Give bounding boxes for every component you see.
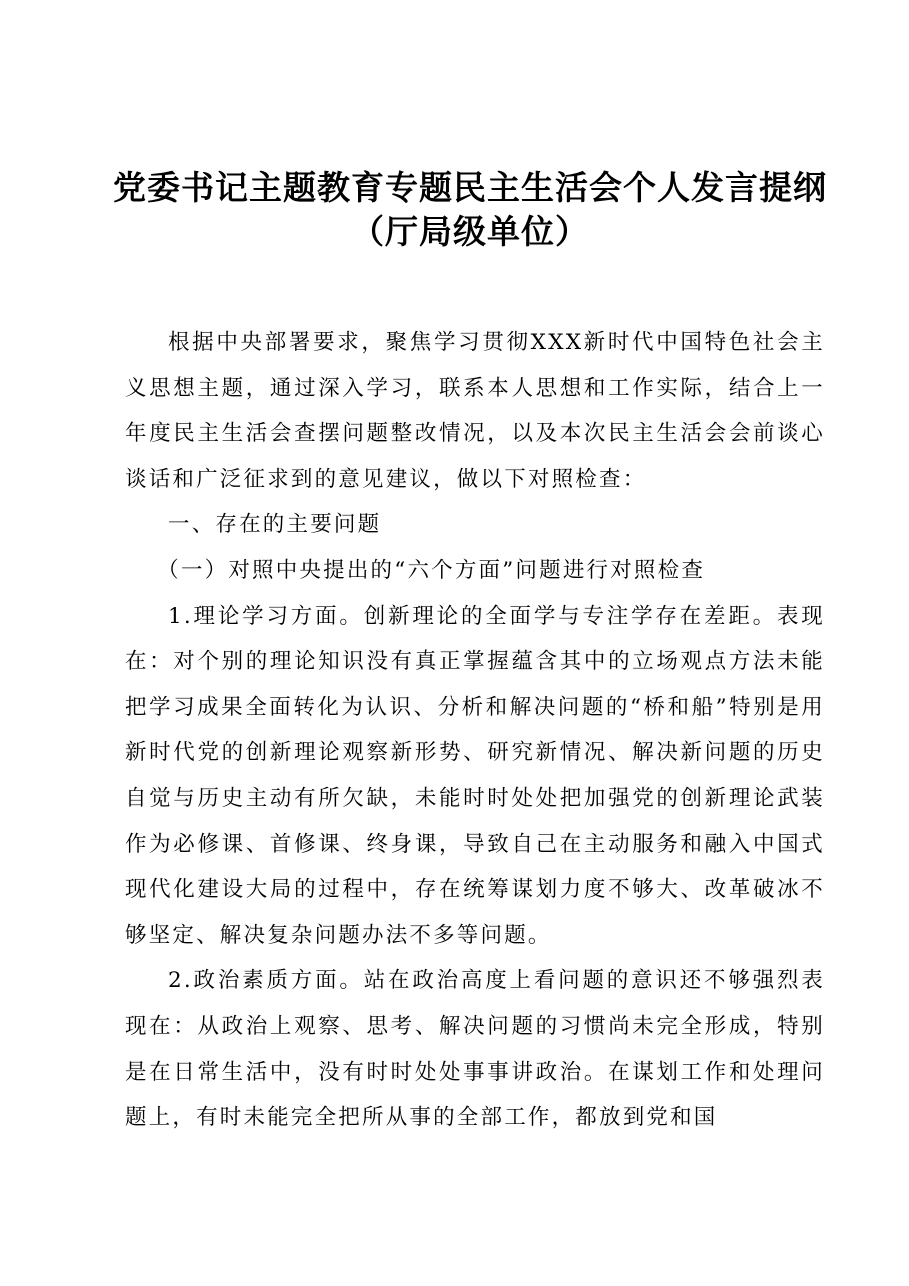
subsection-heading: （一）对照中央提出的“六个方面”问题进行对照检查 xyxy=(157,557,706,583)
document-subtitle: （厅局级单位） xyxy=(351,212,589,251)
intro-paragraph: 根据中央部署要求，聚焦学习贯彻XXX新时代中国特色社会主义思想主题，通过深入学习，联系本人思想和工作实际，结合上一年度民主生活会查摆问题整改情况，以及本次民主生活会会前谈心谈话和广泛征求到的意见建议，做以下对照检查： xyxy=(125,330,825,492)
section-heading: 一、存在的主要问题 xyxy=(168,512,382,538)
item-theory-study: 1.理论学习方面。创新理论的全面学与专注学存在差距。表现在：对个别的理论知识没有真正掌握蕴含其中的立场观点方法未能把学习成果全面转化为认识、分析和解决问题的“桥和船”特别是用新时代党的创新理论观察新形势、研究新情况、解决新问题的历史自觉与历史主动有所欠缺，未能时时处处把加强党的创新理论武装作为必修课、首修课、终身课，导致自己在主动服务和融入中国式现代化建设大局的过程中，存在统筹谋划力度不够大、改革破冰不够坚定、解决复杂问题办法不多等问题。 xyxy=(125,603,825,948)
document-body xyxy=(125,320,825,1141)
document-title: 党委书记主题教育专题民主生活会个人发言提纲 xyxy=(113,168,827,207)
item-political-quality: 2.政治素质方面。站在政治高度上看问题的意识还不够强烈表现在：从政治上观察、思考、解决问题的习惯尚未完全形成，特别是在日常生活中，没有时时处处事事讲政治。在谋划工作和处理问题上，有时未能完全把所从事的全部工作，都放到党和国 xyxy=(125,968,825,1131)
